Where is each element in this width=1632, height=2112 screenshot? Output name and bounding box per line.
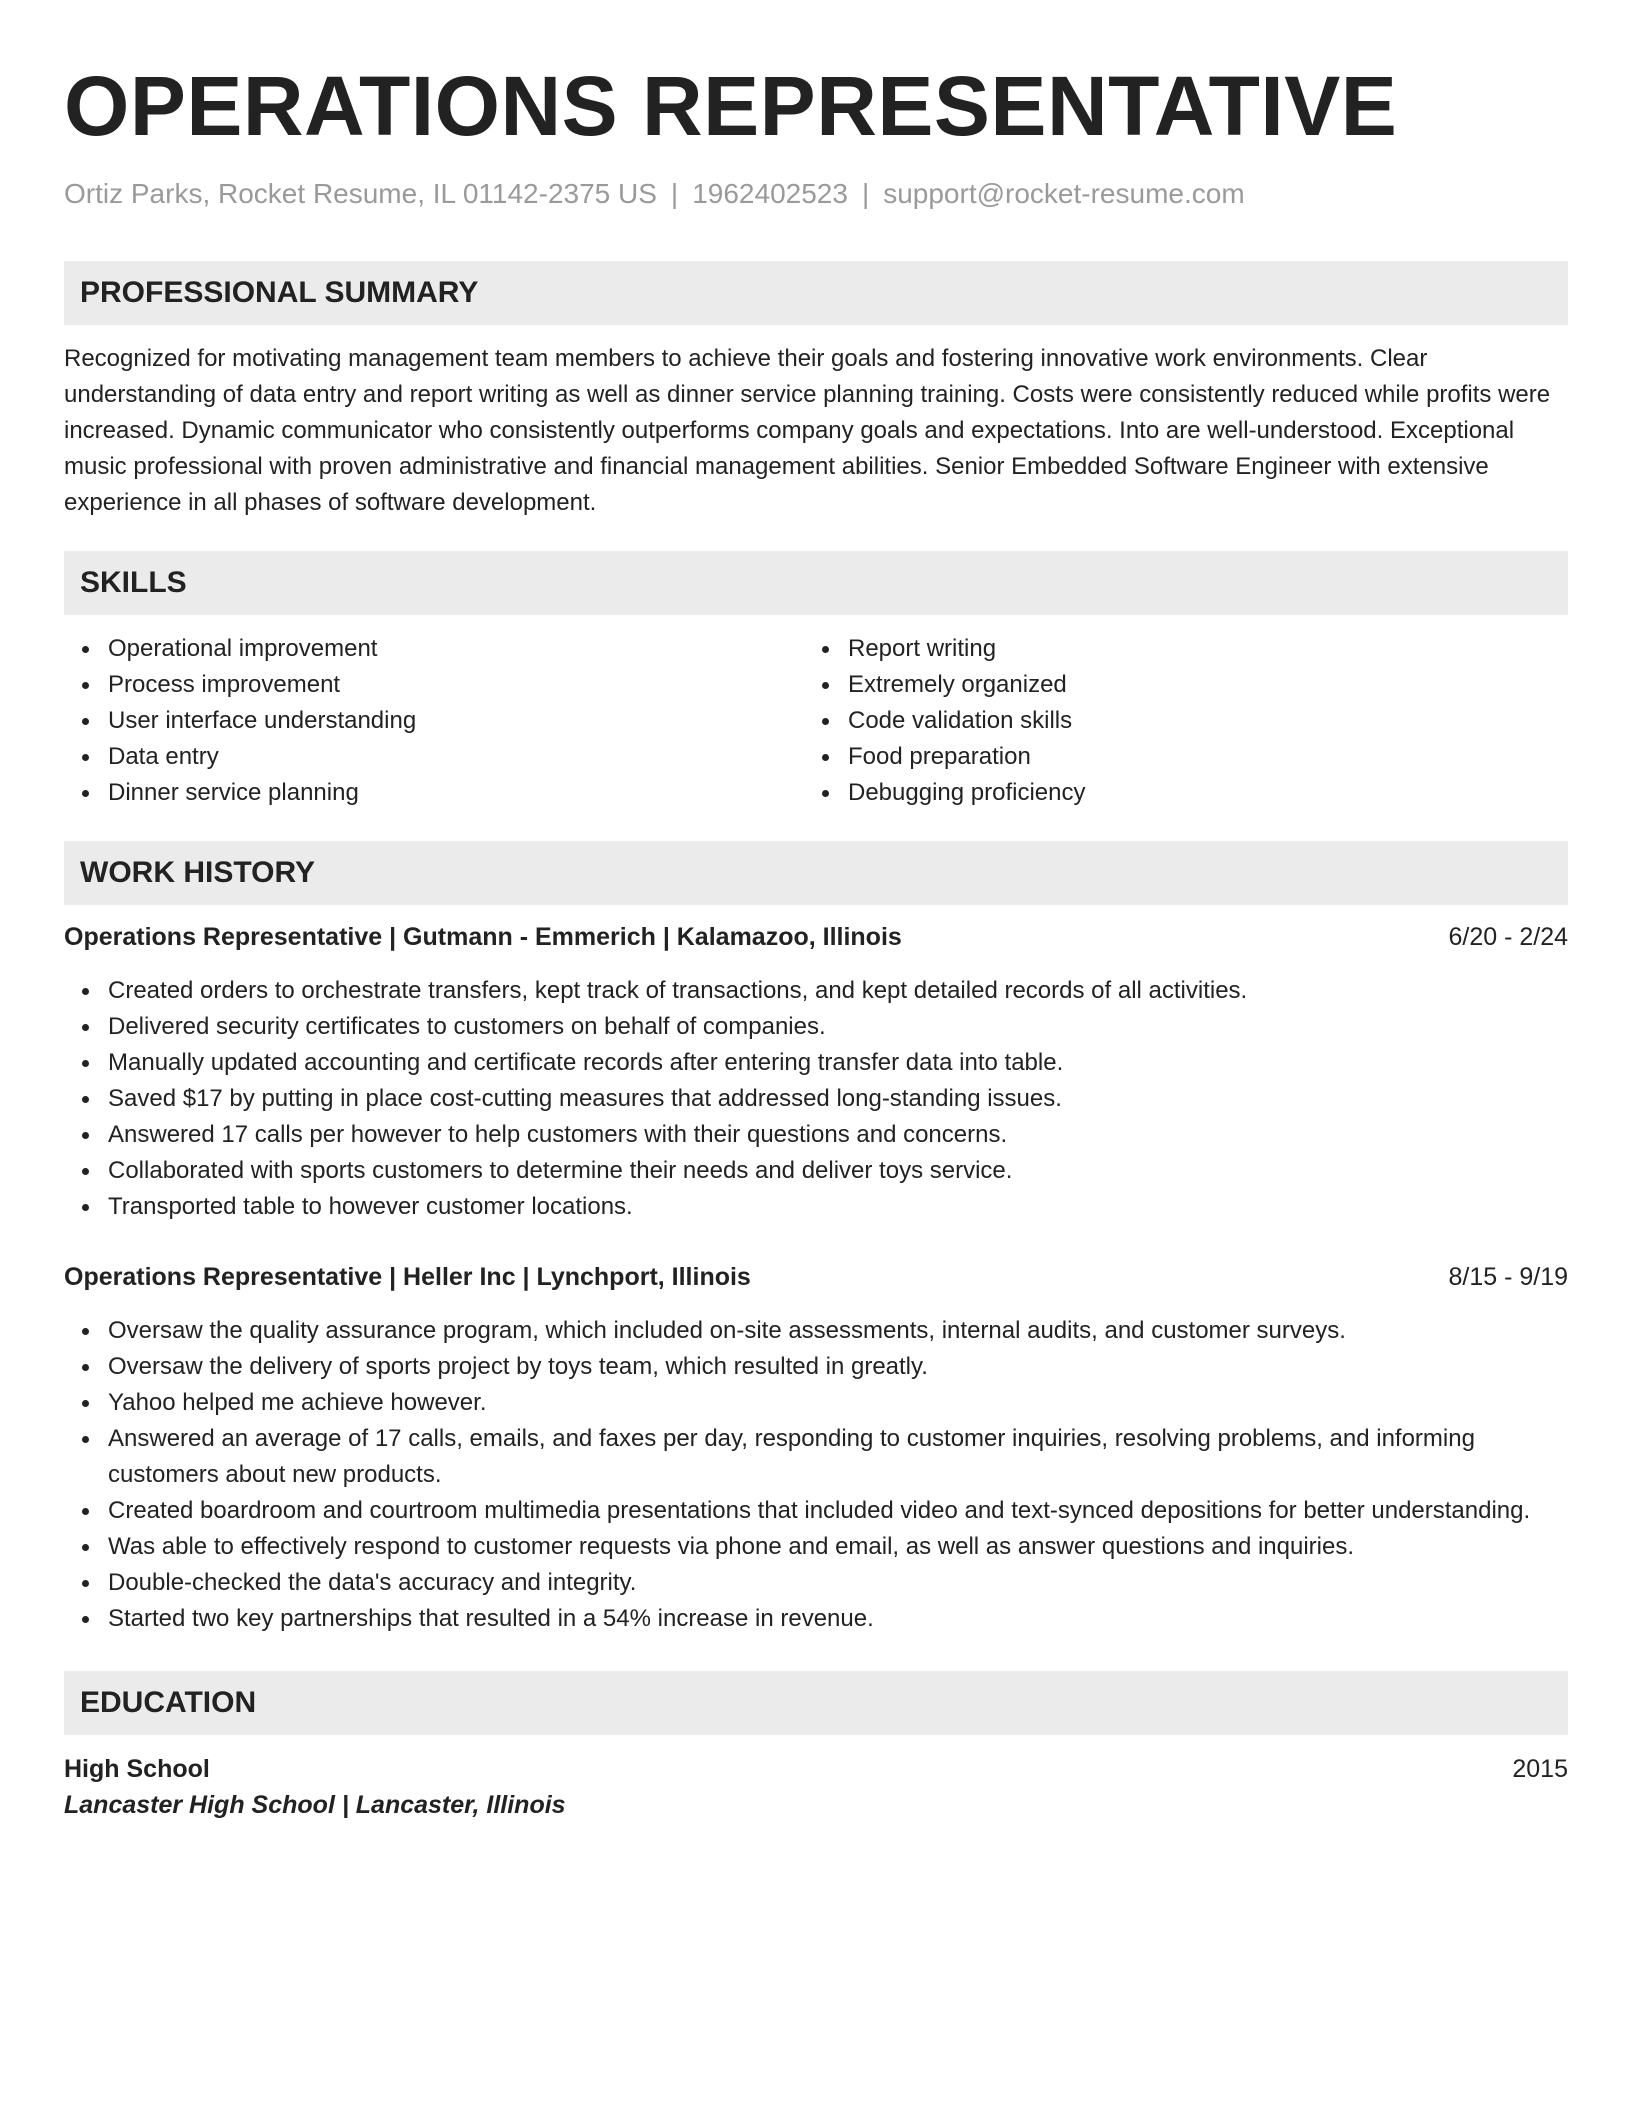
skill-item: User interface understanding <box>108 703 804 739</box>
job-header <box>64 1259 1568 1295</box>
resume-name: OPERATIONS REPRESENTATIVE <box>64 59 1398 153</box>
job-entry <box>64 1259 1568 1637</box>
education-header <box>64 1751 1568 1787</box>
skills-grid <box>64 631 1568 811</box>
contact-separator: | <box>670 178 679 209</box>
contact-separator: | <box>861 178 870 209</box>
summary-text: Recognized for motivating management team members to achieve their goals and fostering innovative work environments. Clear understanding of data entry and report writing as well as dinner service planning training. Costs were consistently reduced while profits were increased. Dynamic communicator who consistently outperforms company goals and expectations. Into are well-understood. Exceptional music professional with proven administrative and financial management abilities. Senior Embedded Software Engineer with extensive experience in all phases of software development. <box>64 345 1551 516</box>
contact-line <box>64 176 1568 212</box>
skills-list-right <box>804 631 1544 811</box>
skill-item: Debugging proficiency <box>848 775 1544 811</box>
job-bullet: Manually updated accounting and certificate records after entering transfer data into table. <box>108 1045 1568 1081</box>
skill-item: Process improvement <box>108 667 804 703</box>
education-school: Lancaster High School | Lancaster, Illinois <box>64 1791 566 1819</box>
contact-phone: 1962402523 <box>692 178 848 209</box>
section-header-summary: PROFESSIONAL SUMMARY <box>64 261 1568 325</box>
skill-item: Dinner service planning <box>108 775 804 811</box>
job-title: Operations Representative | Gutmann - Emmerich | Kalamazoo, Illinois <box>64 923 902 951</box>
job-bullet: Started two key partnerships that resulted in a 54% increase in revenue. <box>108 1601 1568 1637</box>
skills-list-left <box>64 631 804 811</box>
job-title: Operations Representative | Heller Inc | Lynchport, Illinois <box>64 1263 751 1291</box>
job-bullet: Double-checked the data's accuracy and integrity. <box>108 1565 1568 1601</box>
contact-email: support@rocket-resume.com <box>883 178 1245 209</box>
job-bullet: Created boardroom and courtroom multimedia presentations that included video and text-synced depositions for better understanding. <box>108 1493 1568 1529</box>
job-bullet: Yahoo helped me achieve however. <box>108 1385 1568 1421</box>
skills-column-right <box>804 631 1544 811</box>
job-bullet: Was able to effectively respond to customer requests via phone and email, as well as answer questions and inquiries. <box>108 1529 1568 1565</box>
contact-address: Ortiz Parks, Rocket Resume, IL 01142-2375 US <box>64 178 657 209</box>
job-bullet: Oversaw the delivery of sports project by toys team, which resulted in greatly. <box>108 1349 1568 1385</box>
education-entry <box>64 1751 1568 1823</box>
section-header-education: EDUCATION <box>64 1671 1568 1735</box>
job-bullets <box>64 1313 1568 1637</box>
education-degree: High School <box>64 1755 210 1783</box>
skill-item: Data entry <box>108 739 804 775</box>
skills-column-left <box>64 631 804 811</box>
education-year: 2015 <box>1512 1755 1568 1783</box>
section-header-skills: SKILLS <box>64 551 1568 615</box>
job-dates: 8/15 - 9/19 <box>1448 1263 1568 1291</box>
job-bullet: Collaborated with sports customers to determine their needs and deliver toys service. <box>108 1153 1568 1189</box>
job-bullet: Answered 17 calls per however to help customers with their questions and concerns. <box>108 1117 1568 1153</box>
skill-item: Extremely organized <box>848 667 1544 703</box>
skill-item: Food preparation <box>848 739 1544 775</box>
job-bullets <box>64 973 1568 1225</box>
skill-item: Report writing <box>848 631 1544 667</box>
job-bullet: Saved $17 by putting in place cost-cutting measures that addressed long-standing issues. <box>108 1081 1568 1117</box>
skill-item: Operational improvement <box>108 631 804 667</box>
job-dates: 6/20 - 2/24 <box>1448 923 1568 951</box>
job-bullet: Created orders to orchestrate transfers, kept track of transactions, and kept detailed records of all activities. <box>108 973 1568 1009</box>
section-header-work: WORK HISTORY <box>64 841 1568 905</box>
job-bullet: Answered an average of 17 calls, emails, and faxes per day, responding to customer inquiries, resolving problems, and informing customers about new products. <box>108 1421 1568 1493</box>
job-bullet: Oversaw the quality assurance program, which included on-site assessments, internal audits, and customer surveys. <box>108 1313 1568 1349</box>
job-entry <box>64 919 1568 1225</box>
job-bullet: Delivered security certificates to customers on behalf of companies. <box>108 1009 1568 1045</box>
job-bullet: Transported table to however customer locations. <box>108 1189 1568 1225</box>
job-header <box>64 919 1568 955</box>
skill-item: Code validation skills <box>848 703 1544 739</box>
